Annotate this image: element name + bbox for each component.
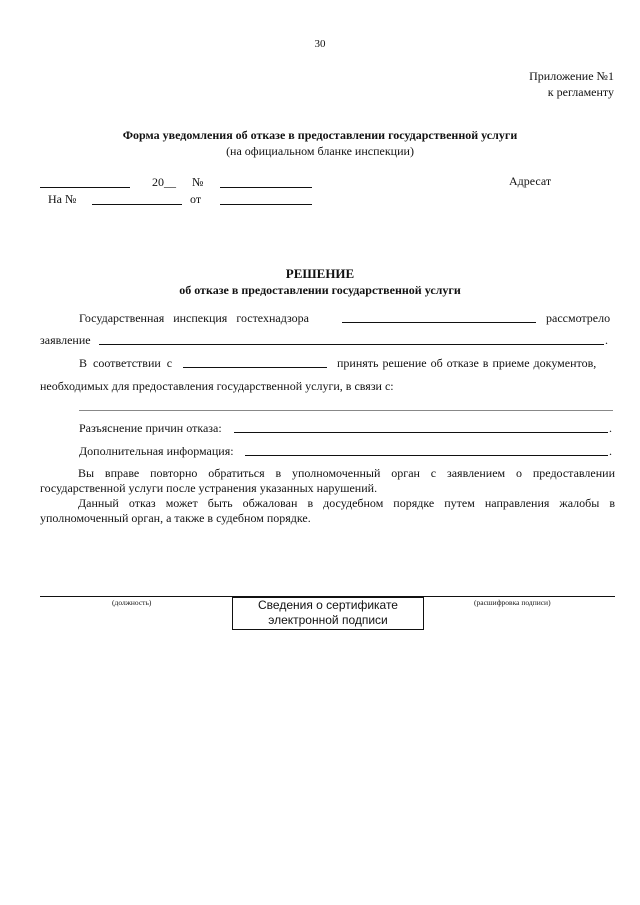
- inspection-name-blank: [342, 322, 536, 323]
- considered-label: рассмотрело: [546, 311, 611, 325]
- ref-date-label: от: [190, 192, 202, 206]
- reasons-blank: [234, 432, 608, 433]
- page-number: 30: [314, 38, 326, 50]
- decision-title: [0, 266, 640, 298]
- form-title: [0, 127, 640, 159]
- number-label: №: [192, 175, 204, 189]
- appeal-text: Данный отказ может быть обжалован в досудебном порядке путем направления жалобы в уполномоченный орган, а также в судебном порядке.: [40, 496, 615, 525]
- appendix-line-1: Приложение №1: [529, 69, 614, 83]
- basis-blank: [183, 367, 327, 368]
- certificate-box: [232, 597, 424, 630]
- reapply-text: Вы вправе повторно обратиться в уполномоченный орган с заявлением о предоставлении государственной услуги после устранения указанных нарушений.: [40, 466, 615, 495]
- year-label: 20__: [152, 175, 176, 189]
- reason-intro: необходимых для предоставления государственной услуги, в связи с:: [40, 379, 394, 393]
- line-end-dot: .: [605, 333, 608, 347]
- appendix-line-2: к регламенту: [547, 85, 614, 99]
- according-label: В соответствии с: [79, 356, 173, 370]
- form-title-sub: (на официальном бланке инспекции): [226, 144, 414, 158]
- line-end-dot-3: .: [609, 444, 612, 458]
- reasons-label: Разъяснение причин отказа:: [79, 421, 222, 435]
- line-end-dot-2: .: [609, 421, 612, 435]
- form-title-main: Форма уведомления об отказе в предоставлении государственной услуги: [122, 128, 518, 142]
- reapply-paragraph: [40, 466, 615, 495]
- position-caption: (должность): [112, 598, 152, 607]
- number-blank: [220, 187, 312, 188]
- appeal-paragraph: [40, 496, 615, 525]
- application-label: заявление: [40, 333, 91, 347]
- decision-heading: РЕШЕНИЕ: [285, 266, 355, 281]
- ref-number-label: На №: [48, 192, 77, 206]
- inspection-label: Государственная инспекция гостехнадзора: [79, 311, 309, 325]
- application-blank: [99, 344, 604, 345]
- reason-blank: [79, 410, 613, 411]
- date-blank: [40, 187, 130, 188]
- addressee-label: Адресат: [509, 174, 552, 188]
- decode-caption: (расшифровка подписи): [474, 598, 551, 607]
- ref-date-blank: [220, 204, 312, 205]
- ref-number-blank: [92, 204, 182, 205]
- additional-label: Дополнительная информация:: [79, 444, 234, 458]
- decision-statement: принять решение об отказе в приеме документов,: [337, 356, 597, 370]
- decision-subheading: об отказе в предоставлении государственной услуги: [179, 283, 461, 297]
- appendix-note: [529, 68, 614, 100]
- cert-line-1: Сведения о сертификате: [258, 598, 398, 612]
- additional-blank: [245, 455, 608, 456]
- cert-line-2: электронной подписи: [268, 613, 388, 627]
